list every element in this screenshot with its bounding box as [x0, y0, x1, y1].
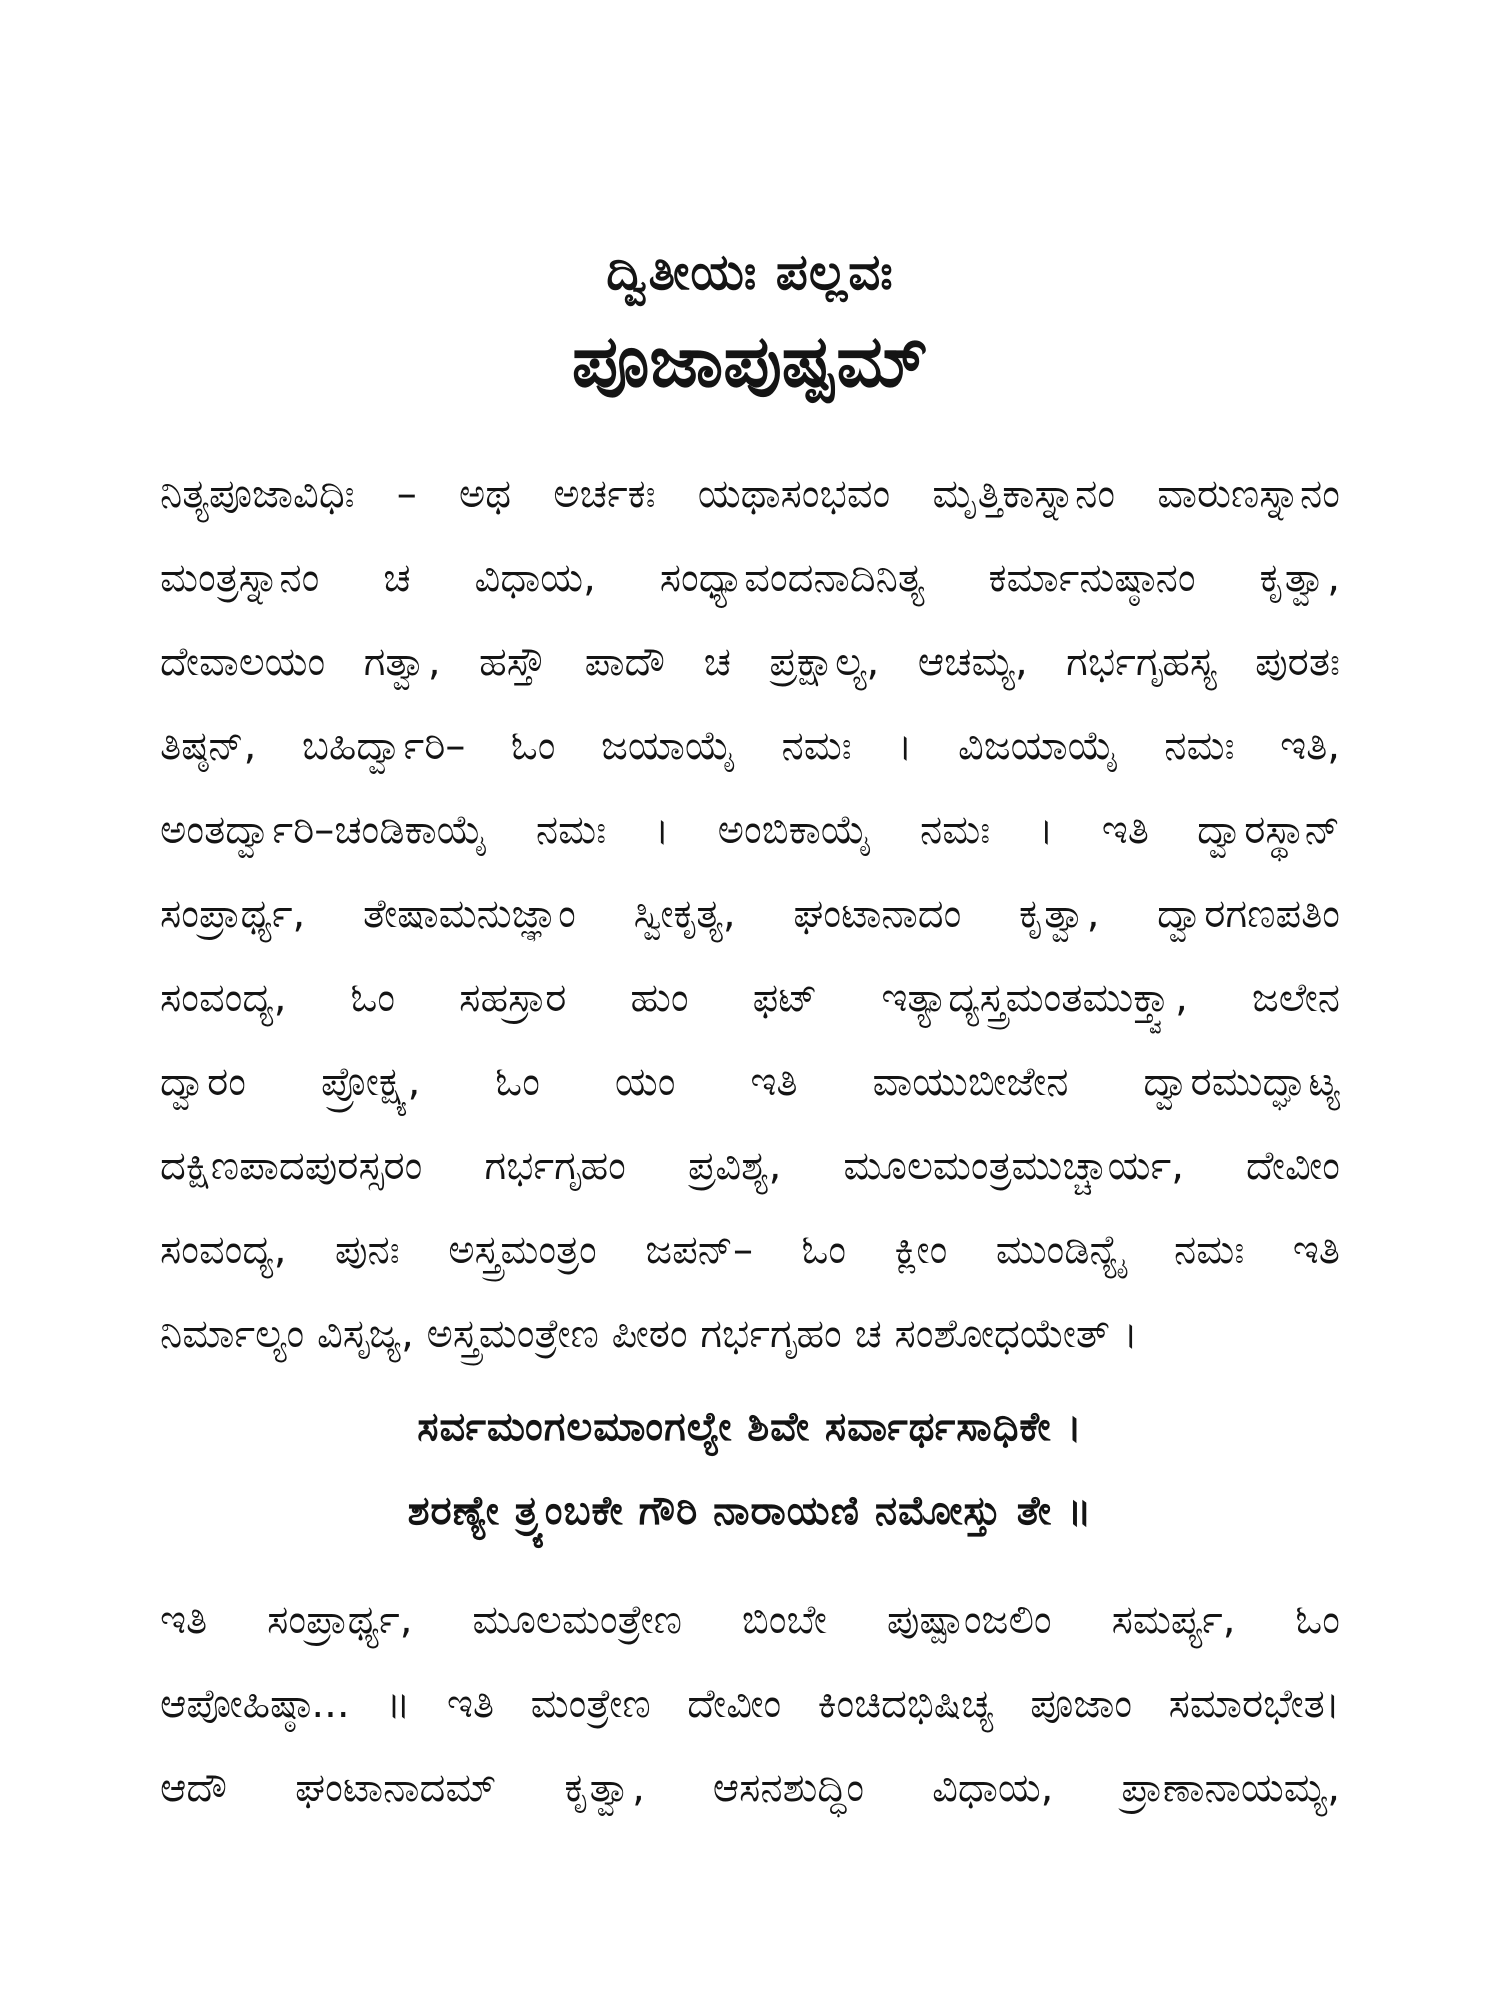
paragraph-line: ನಿರ್ಮಾಲ್ಯಂ ವಿಸೃಜ್ಯ, ಅಸ್ತ್ರಮಂತ್ರೇಣ ಪೀಠಂ ಗರ್ಭಗೃಹಂ ಚ ಸಂಶೋಧಯೇತ್ ।	[160, 1311, 1138, 1357]
paragraph-line: ಅಂತರ್ದ್ವಾರಿ–ಚಂಡಿಕಾಯೈ ನಮಃ । ಅಂಬಿಕಾಯೈ ನಮಃ । ಇತಿ ದ್ವಾರಸ್ಥಾನ್	[160, 807, 1340, 853]
paragraph-line: ಆಪೋಹಿಷ್ಠಾ... ॥ ಇತಿ ಮಂತ್ರೇಣ ದೇವೀಂ ಕಿಂಚಿದಭಿಷಿಚ್ಯ ಪೂಜಾಂ ಸಮಾರಭೇತ।	[160, 1681, 1340, 1727]
verse-line: ಶರಣ್ಯೇ ತ್ರ್ಯಂಬಕೇ ಗೌರಿ ನಾರಾಯಣಿ ನಮೋಸ್ತು ತೇ ॥	[407, 1488, 1093, 1534]
paragraph-line: ದಕ್ಷಿಣಪಾದಪುರಸ್ಸರಂ ಗರ್ಭಗೃಹಂ ಪ್ರವಿಶ್ಯ, ಮೂಲಮಂತ್ರಮುಚ್ಚಾರ್ಯ, ದೇವೀಂ	[160, 1143, 1340, 1189]
paragraph-ritual-procedure	[160, 452, 1340, 1376]
paragraph-puja-start	[160, 1578, 1340, 1830]
paragraph-line: ಸಂಪ್ರಾರ್ಥ್ಯ, ತೇಷಾಮನುಜ್ಞಾಂ ಸ್ವೀಕೃತ್ಯ, ಘಂಟಾನಾದಂ ಕೃತ್ವಾ, ದ್ವಾರಗಣಪತಿಂ	[160, 891, 1340, 937]
paragraph-line: ನಿತ್ಯಪೂಜಾವಿಧಿಃ – ಅಥ ಅರ್ಚಕಃ ಯಥಾಸಂಭವಂ ಮೃತ್ತಿಕಾಸ್ನಾನಂ ವಾರುಣಸ್ನಾನಂ	[160, 471, 1340, 517]
verse-line: ಸರ್ವಮಂಗಲಮಾಂಗಲ್ಯೇ ಶಿವೇ ಸರ್ವಾರ್ಥಸಾಧಿಕೇ ।	[417, 1404, 1083, 1450]
verse-block	[0, 1385, 1500, 1553]
paragraph-line: ಸಂವಂದ್ಯ, ಓಂ ಸಹಸ್ರಾರ ಹುಂ ಫಟ್ ಇತ್ಯಾದ್ಯಸ್ತ್ರಮಂತಮುಕ್ತ್ವಾ, ಜಲೇನ	[160, 975, 1340, 1021]
paragraph-line: ಮಂತ್ರಸ್ನಾನಂ ಚ ವಿಧಾಯ, ಸಂಧ್ಯಾವಂದನಾದಿನಿತ್ಯ ಕರ್ಮಾನುಷ್ಠಾನಂ ಕೃತ್ವಾ,	[160, 555, 1340, 601]
paragraph-line: ತಿಷ್ಠನ್, ಬಹಿರ್ದ್ವಾರಿ– ಓಂ ಜಯಾಯೈ ನಮಃ । ವಿಜಯಾಯೈ ನಮಃ ಇತಿ,	[160, 723, 1340, 769]
page-title: ಪೂಜಾಪುಷ್ಪಮ್	[571, 319, 929, 403]
section-subtitle: ದ್ವಿತೀಯಃ ಪಲ್ಲವಃ	[606, 243, 894, 301]
paragraph-line: ದ್ವಾರಂ ಪ್ರೋಕ್ಷ್ಯ, ಓಂ ಯಂ ಇತಿ ವಾಯುಬೀಜೇನ ದ್ವಾರಮುದ್ಘಾಟ್ಯ	[160, 1059, 1340, 1105]
paragraph-line: ಇತಿ ಸಂಪ್ರಾರ್ಥ್ಯ, ಮೂಲಮಂತ್ರೇಣ ಬಿಂಬೇ ಪುಷ್ಪಾಂಜಲಿಂ ಸಮರ್ಪ್ಯ, ಓಂ	[160, 1597, 1340, 1643]
paragraph-line: ಸಂವಂದ್ಯ, ಪುನಃ ಅಸ್ತ್ರಮಂತ್ರಂ ಜಪನ್– ಓಂ ಕ್ಲೀಂ ಮುಂಡಿನ್ಯೈ ನಮಃ ಇತಿ	[160, 1227, 1340, 1273]
paragraph-line: ಆದೌ ಘಂಟಾನಾದಮ್ ಕೃತ್ವಾ, ಆಸನಶುದ್ಧಿಂ ವಿಧಾಯ, ಪ್ರಾಣಾನಾಯಮ್ಯ,	[160, 1765, 1340, 1811]
paragraph-line: ದೇವಾಲಯಂ ಗತ್ವಾ, ಹಸ್ತೌ ಪಾದೌ ಚ ಪ್ರಕ್ಷಾಲ್ಯ, ಆಚಮ್ಯ, ಗರ್ಭಗೃಹಸ್ಯ ಪುರತಃ	[160, 639, 1340, 685]
